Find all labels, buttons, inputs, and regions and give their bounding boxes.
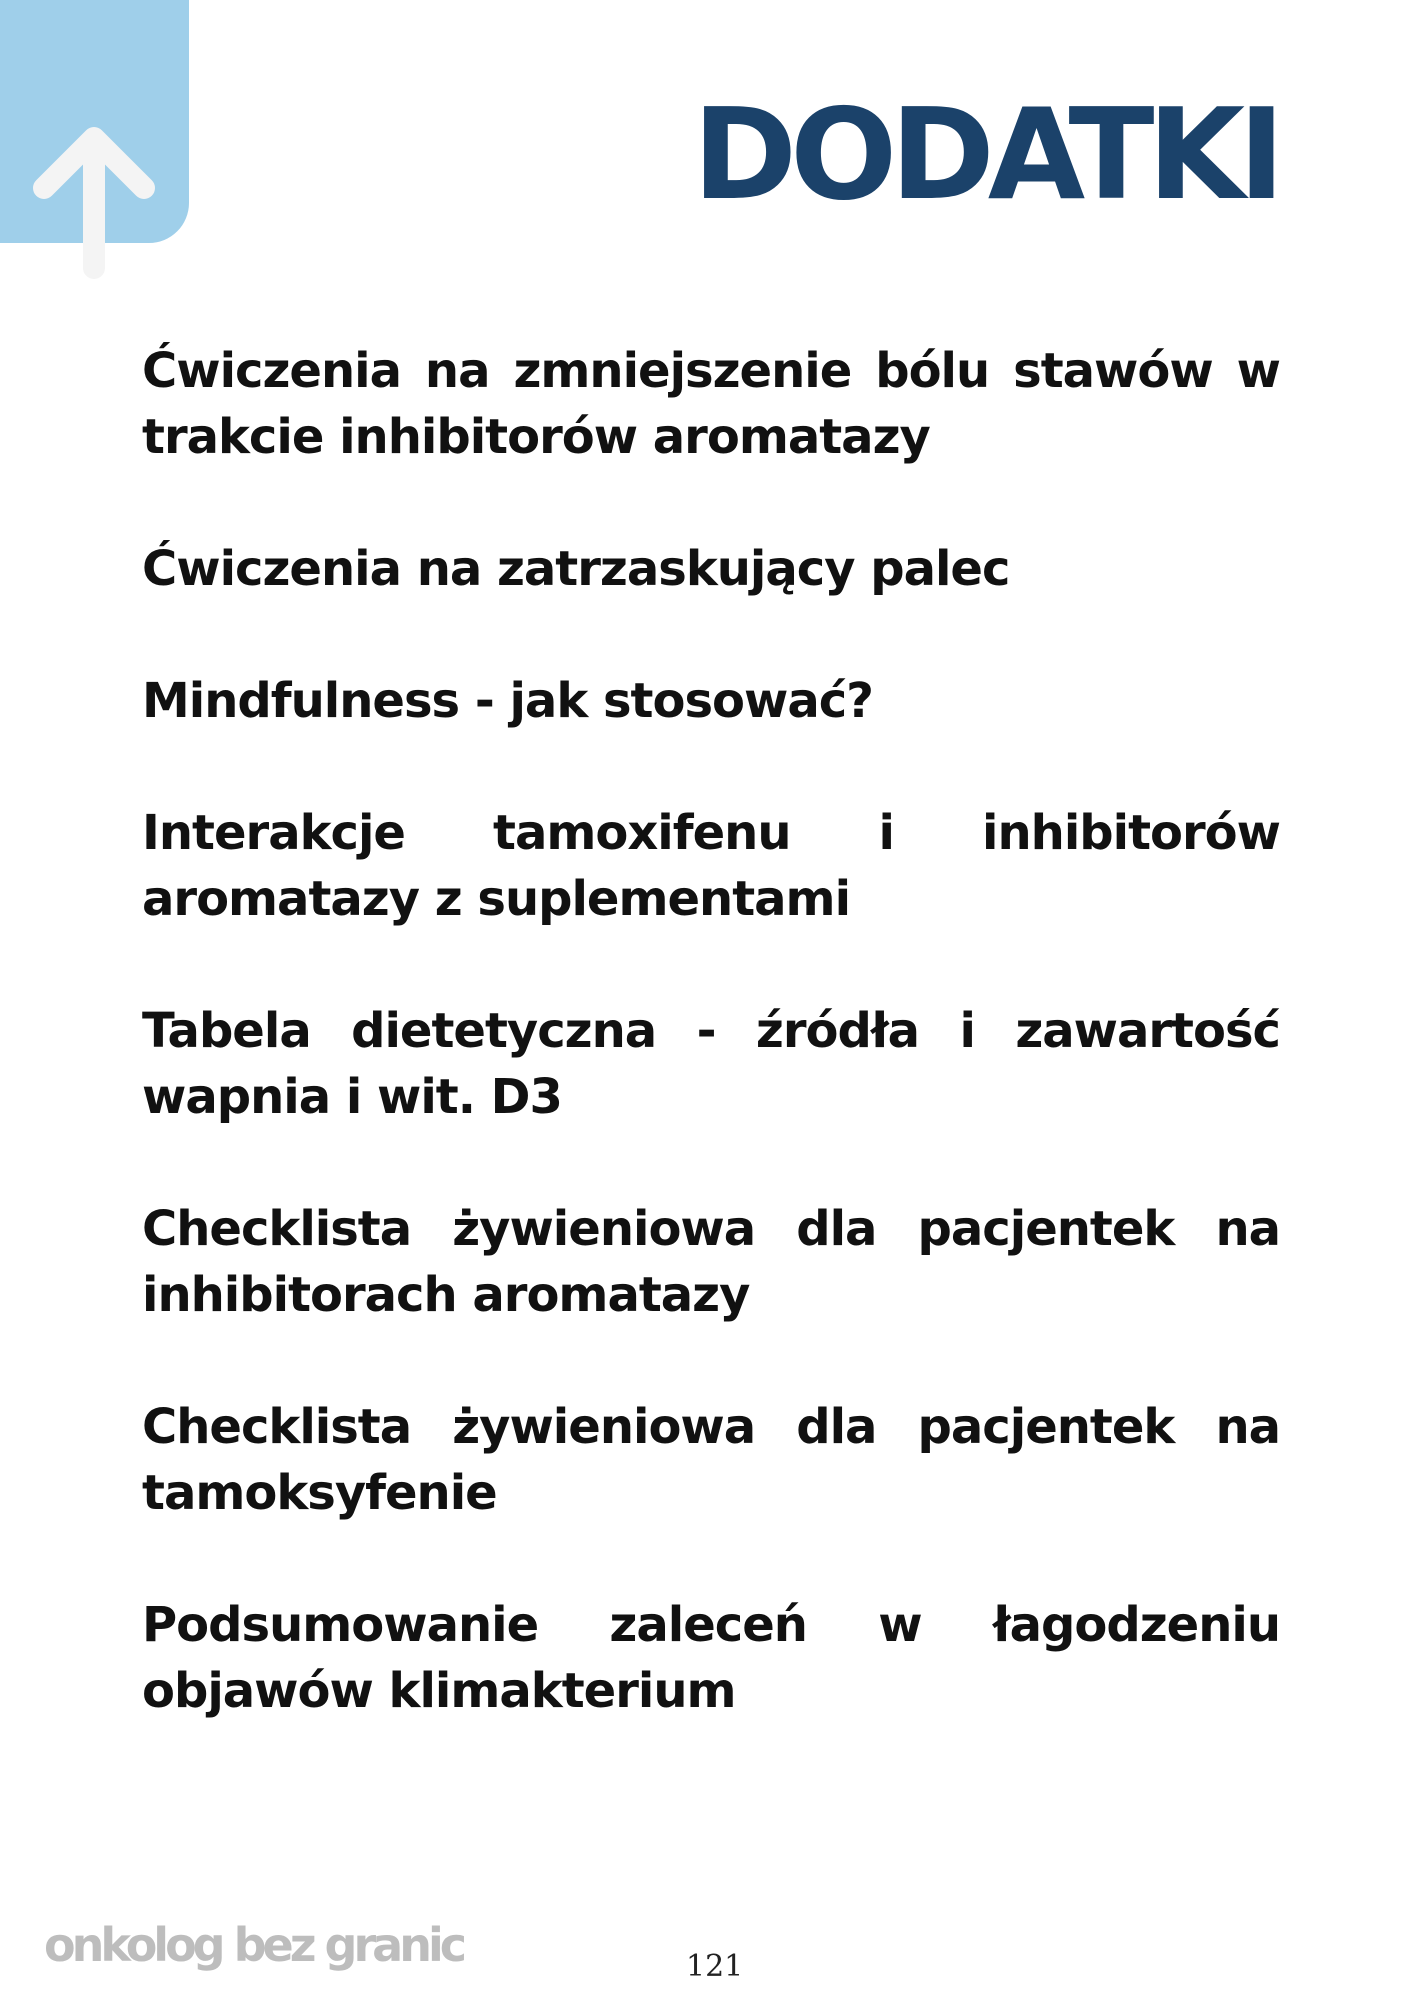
toc-item: Podsumowanie zaleceń w łagodzeniu objawów klimakterium [142,1597,1280,1719]
page-title: DODATKI [692,81,1278,228]
toc-item: Ćwiczenia na zatrzaskujący palec [142,541,1010,597]
table-of-contents [142,338,1280,1790]
toc-item: Interakcje tamoxifenu i inhibitorów aromatazy z suplementami [142,805,1280,927]
toc-item: Checklista żywieniowa dla pacjentek na tamoksyfenie [142,1399,1280,1521]
arrow-up-icon [30,118,160,280]
page-number: 121 [686,1949,744,1984]
toc-item: Ćwiczenia na zmniejszenie bólu stawów w trakcie inhibitorów aromatazy [142,343,1280,465]
toc-item: Checklista żywieniowa dla pacjentek na inhibitorach aromatazy [142,1201,1280,1323]
brand-logo: onkolog bez granic [44,1918,463,1972]
toc-item: Tabela dietetyczna - źródła i zawartość wapnia i wit. D3 [142,1003,1280,1125]
toc-item: Mindfulness - jak stosować? [142,673,874,729]
